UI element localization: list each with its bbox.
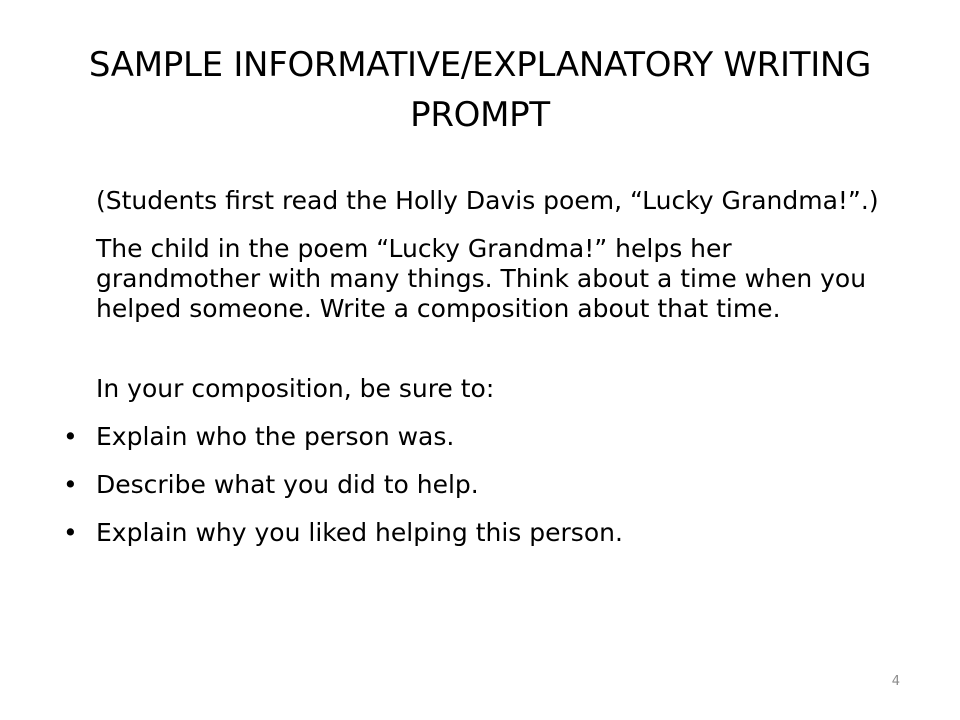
bullet-icon: • [63,518,78,547]
bullet-icon: • [63,470,78,499]
instructions-intro: In your composition, be sure to: [96,374,495,403]
bullet-icon: • [63,422,78,451]
list-item [60,518,900,548]
prompt-paragraph: The child in the poem “Lucky Grandma!” helps her grandmother with many things. Think about a time when you helped someone. Write a composition about that time. [96,234,867,323]
page-number: 4 [891,674,900,689]
list-item-text: Describe what you did to help. [96,470,479,499]
list-item [60,470,900,500]
slide-title: SAMPLE INFORMATIVE/EXPLANATORY WRITING PROMPT [88,45,872,135]
slide-body [60,186,900,566]
list-item [60,422,900,452]
list-item-text: Explain who the person was. [96,422,455,451]
context-paragraph: (Students first read the Holly Davis poem, “Lucky Grandma!”.) [96,186,879,215]
list-item-text: Explain why you liked helping this person. [96,518,623,547]
instruction-list [60,422,900,548]
